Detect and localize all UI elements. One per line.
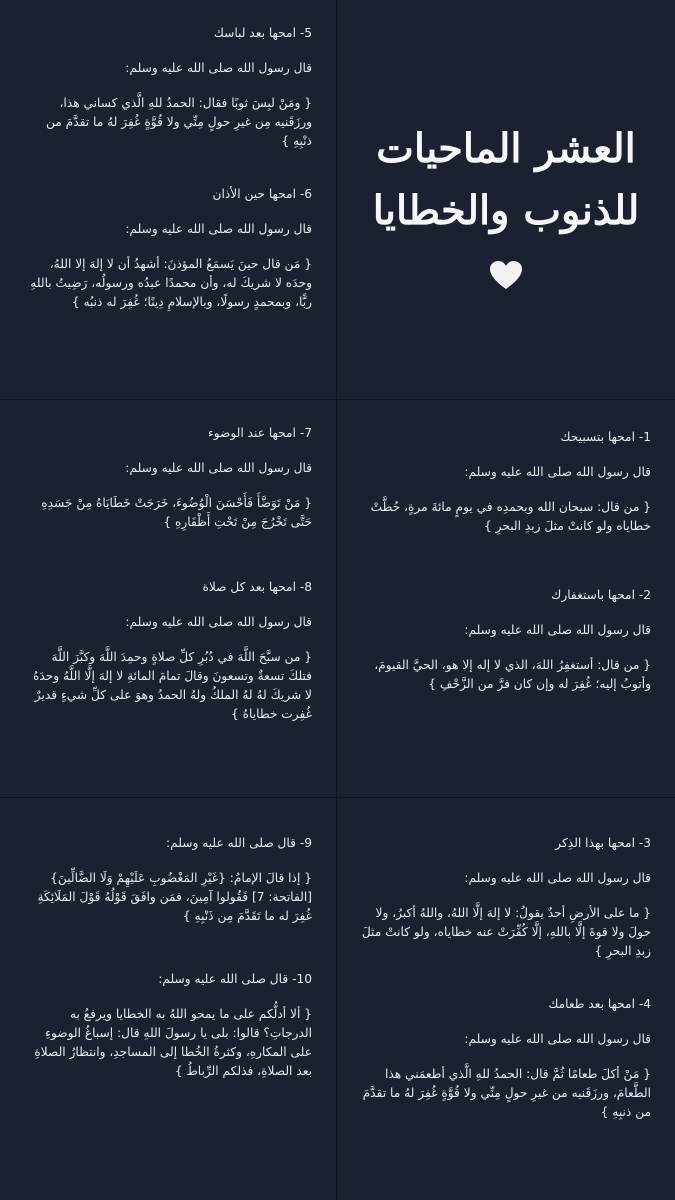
item-hadith: { ما على الأرضِ أحدٌ يقولُ: لا إلهَ إلَّا اللهُ، واللهُ أكبرُ، ولا حولَ ولا قوةَ إلَّا باللهِ، إلَّا كُفِّرَتْ عنه خطاياه، ولو كانتْ مثلَ زبدِ البحرِ } [361, 906, 651, 958]
list-item-7 [24, 424, 312, 532]
item-title: 10- قال صلى الله عليه وسلم: [158, 972, 312, 986]
list-item-9 [24, 834, 312, 926]
item-title: 6- امحها حين الأذان [212, 187, 312, 201]
page-title-line-2: للذنوب والخطايا [372, 187, 640, 234]
item-title: 3- امحها بهذا الذِكر [555, 836, 651, 850]
item-attribution: قال رسول الله صلى الله عليه وسلم: [464, 1032, 651, 1046]
panel-items-3-4 [337, 798, 675, 1200]
list-item-3 [361, 834, 651, 961]
panel-items-7-8 [0, 400, 337, 798]
item-attribution: قال رسول الله صلى الله عليه وسلم: [125, 461, 312, 475]
item-hadith: { إذا قالَ الإمامُ: {غَيْرِ المَغْضُوبِ عَلَيْهِمْ وَلَا الضَّالِّينَ} [الفاتحة: 7] فَقُولوا آمِينَ، فمَن وافَقَ قَوْلُهُ قَوْلَ المَلَائِكَةِ غُفِرَ له ما تَقَدَّمَ مِن ذَنْبِهِ } [37, 871, 312, 923]
list-item-5 [24, 24, 312, 151]
item-title: 4- امحها بعد طعامك [548, 997, 651, 1011]
hero-panel [337, 0, 675, 400]
list-item-4 [361, 995, 651, 1122]
panel-items-1-2 [337, 400, 675, 798]
item-hadith: { مَنْ أكلَ طعامًا ثُمَّ قال: الحمدُ للهِ الَّذي أطعمَني هذا الطَّعامَ، ورزَقَنيه من غيرِ حولٍ مِنِّي ولا قُوَّةٍ غُفِرَ لهُ ما تقدَّمَ من ذنبِهِ } [362, 1067, 651, 1119]
item-hadith: { مَن قال حينَ يَسمَعُ المؤذنَ: أشهدُ أن لا إلهَ إلا اللهُ، وحدَه لا شريكَ له، وأن محمدًا عبدُه ورسولُه، رَضِيتُ باللهِ ربًّا، وبمحمدٍ رسولًا، وبالإسلامِ دِينًا؛ غُفِرَ له ذنبُه } [30, 257, 312, 309]
item-title: 9- قال صلى الله عليه وسلم: [165, 836, 312, 850]
item-attribution: قال رسول الله صلى الله عليه وسلم: [464, 623, 651, 637]
item-title: 5- امحها بعد لباسك [213, 26, 312, 40]
item-attribution: قال رسول الله صلى الله عليه وسلم: [464, 871, 651, 885]
item-hadith: { من قال: سبحان الله وبحمدِه في يومٍ مائةَ مرةٍ، حُطَّتْ خطاياه ولو كانتْ مثلَ زبدِ البحرِ } [370, 500, 651, 533]
item-title: 1- امحها بتسبيحك [560, 430, 651, 444]
item-hadith: { من قال: أستغفِرُ اللهَ، الذي لا إله إلا هو، الحيَّ القيومَ، وأتوبُ إليه؛ غُفِرَ له وإن كان فرَّ من الزَّحْفِ } [374, 658, 651, 691]
item-attribution: قال رسول الله صلى الله عليه وسلم: [125, 615, 312, 629]
page-title-line-1: العشر الماحيات [376, 125, 636, 172]
list-item-1 [361, 428, 651, 536]
item-hadith: { من سبَّحَ اللَّهَ في دُبُرِ كلِّ صلاةٍ وحمِدَ اللَّهَ وكبَّرَ اللَّهَ فتلكَ تسعةٌ وتسعونَ وقالَ تمامَ المائةِ لا إلهَ إلَّا اللَّهُ وحدَهُ لا شريكَ لهُ لهُ الملكُ ولهُ الحمدُ وهوَ على كلِّ شيءٍ قديرٌ غُفِرت خطاياهُ } [32, 650, 312, 721]
item-attribution: قال رسول الله صلى الله عليه وسلم: [464, 465, 651, 479]
list-item-10 [24, 970, 312, 1081]
list-item-6 [24, 185, 312, 312]
item-attribution: قال رسول الله صلى الله عليه وسلم: [125, 222, 312, 236]
list-item-8 [24, 578, 312, 724]
item-hadith: { ألا أدلُّكم على ما يمحو اللهُ به الخطايا ويرفعُ به الدرجاتِ؟ قالوا: بلى يا رسولَ اللهِ قال: إسباغُ الوضوءِ على المكارهِ، وكثرةُ الخُطا إلى المساجدِ، وانتظارُ الصلاةِ بعد الصلاةِ، فذلكم الرِّباطُ } [34, 1007, 312, 1078]
item-title: 2- امحها باستغفارك [551, 588, 651, 602]
item-hadith: { مَنْ تَوَضَّأَ فَأَحْسَنَ الْوُضُوءَ، خَرَجَتْ خَطَايَاهُ مِنْ جَسَدِهِ حَتَّى تَخْرُجَ مِنْ تَحْتِ أَظْفَارِهِ } [41, 496, 312, 529]
panel-items-5-6 [0, 0, 337, 400]
heart-icon [489, 260, 523, 290]
item-title: 8- امحها بعد كل صلاة [202, 580, 312, 594]
item-attribution: قال رسول الله صلى الله عليه وسلم: [125, 61, 312, 75]
panel-items-9-10 [0, 798, 337, 1200]
item-title: 7- امحها عند الوضوء [207, 426, 312, 440]
list-item-2 [361, 586, 651, 694]
item-hadith: { ومَنْ لبِسَ ثوبًا فقال: الحمدُ للهِ الَّذي كساني هذا، ورزَقَنيه مِن غيرِ حولٍ مِنِّي ولا قُوَّةٍ غُفِرَ لهُ ما تقدَّمَ من ذنْبِهِ } [45, 96, 312, 148]
